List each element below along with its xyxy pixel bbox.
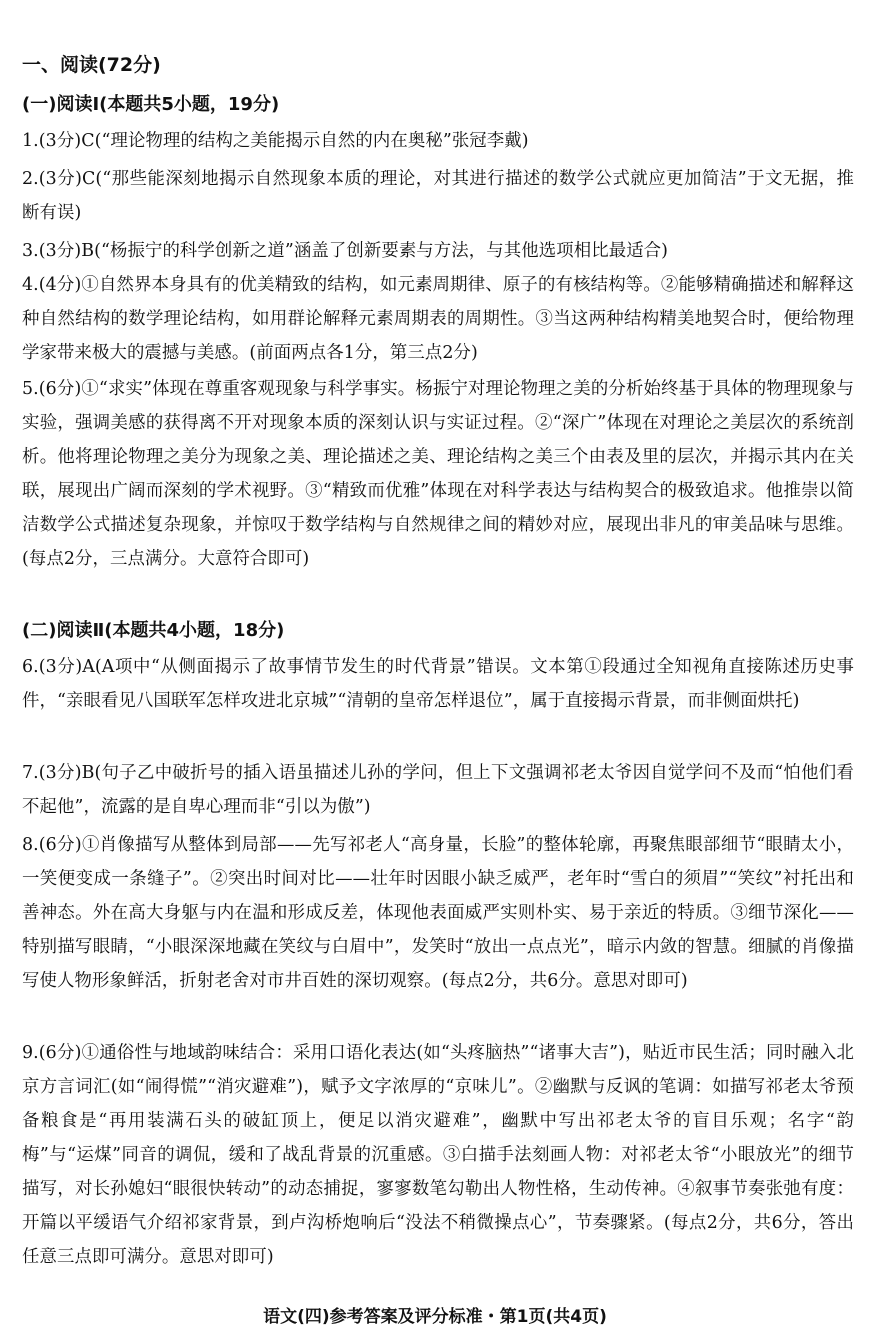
answer-item-7: 7.(3分)B(句子乙中破折号的插入语虽描述儿孙的学问，但上下文强调祁老太爷因自觉学问不及而“怕他们看不起他”，流露的是自卑心理而非“引以为傲”) xyxy=(22,763,854,817)
answer-item-6: 6.(3分)A(A项中“从侧面揭示了故事情节发生的时代背景”错误。文本第①段通过全知视角直接陈述历史事件，“亲眼看见八国联军怎样攻进北京城”“清朝的皇帝怎样退位”，属于直接揭示背景，而非侧面烘托) xyxy=(22,657,854,711)
answer-item-5: 5.(6分)①“求实”体现在尊重客观现象与科学事实。杨振宁对理论物理之美的分析始终基于具体的物理现象与实验，强调美感的获得离不开对现象本质的深刻认识与实证过程。②“深广”体现在对理论之美层次的系统剖析。他将理论物理之美分为现象之美、理论描述之美、理论结构之美三个由表及里的层次，并揭示其内在关联，展现出广阔而深刻的学术视野。③“精致而优雅”体现在对科学表达与结构契合的极致追求。他推崇以简洁数学公式描述复杂现象，并惊叹于数学结构与自然规律之间的精妙对应，展现出非凡的审美品味与思维。(每点2分，三点满分。大意符合即可) xyxy=(22,379,854,569)
answer-item-2: 2.(3分)C(“那些能深刻地揭示自然现象本质的理论，对其进行描述的数学公式就应更加简洁”于文无据，推断有误) xyxy=(22,169,854,223)
answer-item-8: 8.(6分)①肖像描写从整体到局部——先写祁老人“高身量，长脸”的整体轮廓，再聚焦眼部细节“眼睛太小，一笑便变成一条缝子”。②突出时间对比——壮年时因眼小缺乏威严，老年时“雪白的须眉”“笑纹”衬托出和善神态。外在高大身躯与内在温和形成反差，体现他表面威严实则朴实、易于亲近的特质。③细节深化——特别描写眼睛，“小眼深深地藏在笑纹与白眉中”，发笑时“放出一点点光”，暗示内敛的智慧。细腻的肖像描写使人物形象鲜活，折射老舍对市井百姓的深切观察。(每点2分，共6分。意思对即可) xyxy=(22,835,854,991)
section-heading: 一、阅读(72分) xyxy=(22,54,161,76)
answer-item-3: 3.(3分)B(“杨振宁的科学创新之道”涵盖了创新要素与方法，与其他选项相比最适合) xyxy=(22,241,669,261)
answer-sheet xyxy=(22,52,854,1280)
part2-heading: (二)阅读Ⅱ(本题共4小题，18分) xyxy=(22,620,285,641)
answer-item-9: 9.(6分)①通俗性与地域韵味结合：采用口语化表达(如“头疼脑热”“诸事大吉”)，贴近市民生活；同时融入北京方言词汇(如“闹得慌”“消灾避难”)，赋予文字浓厚的“京味儿”。②幽默与反讽的笔调：如描写祁老太爷预备粮食是“再用装满石头的破缸顶上，便足以消灾避难”，幽默中写出祁老太爷的盲目乐观；名字“韵梅”与“运煤”同音的调侃，缓和了战乱背景的沉重感。③白描手法刻画人物：对祁老太爷“小眼放光”的细节描写，对长孙媳妇“眼很快转动”的动态捕捉，寥寥数笔勾勒出人物性格，生动传神。④叙事节奏张弛有度：开篇以平缓语气介绍祁家背景，到卢沟桥炮响后“没法不稍微操点心”，节奏骤紧。(每点2分，共6分，答出任意三点即可满分。意思对即可) xyxy=(22,1043,854,1267)
answer-item-1: 1.(3分)C(“理论物理的结构之美能揭示自然的内在奥秘”张冠李戴) xyxy=(22,131,529,151)
part1-heading: (一)阅读Ⅰ(本题共5小题，19分) xyxy=(22,94,280,115)
answer-item-4: 4.(4分)①自然界本身具有的优美精致的结构，如元素周期律、原子的有核结构等。②能够精确描述和解释这种自然结构的数学理论结构，如用群论解释元素周期表的周期性。③当这两种结构精美地契合时，便给物理学家带来极大的震撼与美感。(前面两点各1分，第三点2分) xyxy=(22,275,854,363)
page-footer: 语文(四)参考答案及评分标准・第1页(共4页) xyxy=(263,1307,607,1327)
